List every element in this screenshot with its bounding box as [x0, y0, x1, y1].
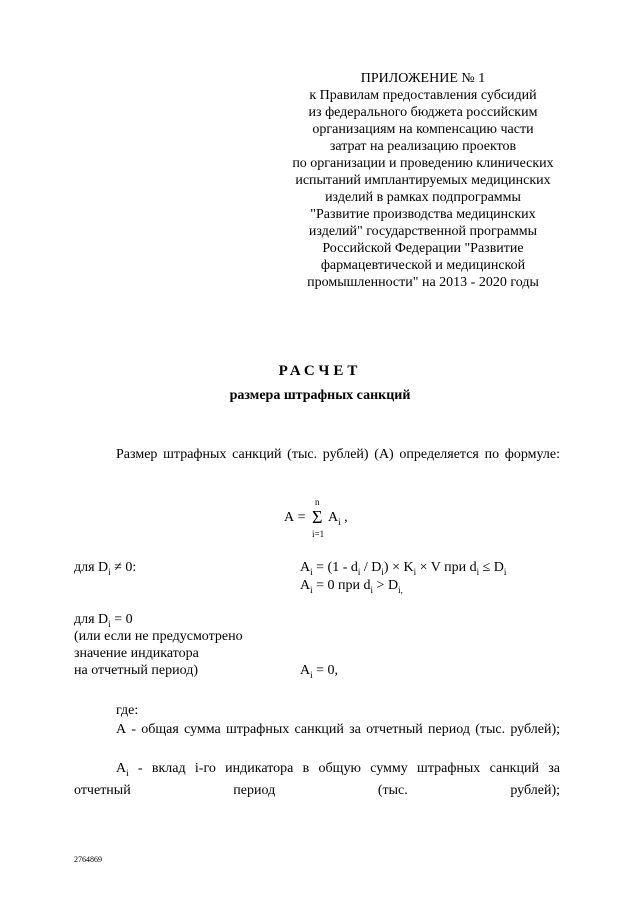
annex-line: испытаний имплантируемых медицинских	[295, 173, 551, 188]
eq-sub: i	[310, 584, 313, 595]
eq-sub: i	[413, 566, 417, 577]
eq-text: / D	[360, 560, 382, 575]
eq-text: ) × K	[383, 560, 414, 575]
eq-sub: i	[310, 669, 313, 680]
case2-line-1	[74, 612, 133, 629]
annex-line: из федерального бюджета российским	[308, 105, 538, 120]
case2-line-3: значение индикатора	[74, 646, 199, 661]
formula-lhs: А =	[284, 510, 306, 525]
formula-term-sub: i	[338, 516, 341, 527]
condition-text: = 0	[110, 612, 133, 627]
eq-text: = 0 при d	[312, 578, 371, 593]
formula-term: A	[328, 510, 339, 525]
eq-sub: i,	[398, 584, 403, 595]
annex-line: к Правилам предоставления субсидий	[309, 88, 537, 103]
sum-upper-limit: n	[315, 497, 320, 507]
eq-text: ≤ D	[479, 560, 504, 575]
annex-line: фармацевтической и медицинской	[320, 258, 526, 273]
condition-sub: i	[108, 618, 111, 629]
condition-text: для D	[74, 560, 109, 575]
eq-sub: i	[503, 566, 507, 577]
case2-line-2: (или если не предусмотрено	[74, 629, 243, 644]
def-text: - вклад i-го индикатора в общую сумму штрафных санкций за отчетный период (тыс. рублей);	[74, 761, 560, 798]
case2-line-4: на отчетный период)	[74, 663, 198, 678]
sum-lower-limit: i=1	[312, 529, 325, 539]
eq-sub: i	[370, 584, 374, 595]
where-label: где:	[116, 703, 139, 718]
annex-line: Российской Федерации "Развитие	[322, 241, 524, 256]
case1-condition	[74, 560, 136, 577]
annex-line: затрат на реализацию проектов	[329, 139, 517, 154]
sigma-symbol: Σ	[312, 507, 323, 527]
definition-ai	[74, 760, 560, 818]
eq-text: A	[300, 578, 311, 593]
eq-text: A	[300, 663, 311, 678]
eq-text: × V при d	[416, 560, 477, 575]
case1-equation-1	[300, 560, 506, 577]
annex-line: изделий" государственной программы	[308, 224, 538, 239]
annex-line: "Развитие производства медицинских	[310, 207, 536, 222]
annex-header	[268, 70, 578, 291]
intro-paragraph: Размер штрафных санкций (тыс. рублей) (А) определяется по формуле:	[116, 447, 560, 462]
formula-rhs	[328, 510, 348, 527]
annex-line: ПРИЛОЖЕНИЕ № 1	[360, 71, 486, 86]
eq-text: A	[300, 560, 311, 575]
document-number: 2764869	[74, 855, 102, 864]
definition-a: А - общая сумма штрафных санкций за отчетный период (тыс. рублей);	[116, 722, 560, 737]
eq-sub: i	[310, 566, 313, 577]
eq-sub: i	[357, 566, 361, 577]
condition-text: для D	[74, 612, 109, 627]
eq-text: > D	[373, 578, 399, 593]
annex-line: промышленности" на 2013 - 2020 годы	[307, 275, 539, 290]
eq-sub: i	[381, 566, 384, 577]
annex-line: изделий в рамках подпрограммы	[325, 190, 521, 205]
annex-line: организациям на компенсацию части	[312, 122, 534, 137]
def-term: A	[116, 761, 127, 776]
sum-formula	[284, 497, 404, 547]
eq-text: = 0,	[312, 663, 339, 678]
formula-tail: ,	[340, 510, 348, 525]
case1-equation-2	[300, 578, 403, 595]
case2-equation	[300, 663, 338, 680]
page-title: РАСЧЕТ	[278, 363, 362, 379]
condition-text: ≠ 0:	[110, 560, 137, 575]
condition-sub: i	[108, 566, 111, 577]
eq-sub: i	[476, 566, 480, 577]
def-term-sub: i	[126, 767, 129, 778]
eq-text: = (1 - d	[312, 560, 358, 575]
annex-line: по организации и проведению клинических	[292, 156, 554, 171]
page-subtitle: размера штрафных санкций	[229, 388, 411, 403]
